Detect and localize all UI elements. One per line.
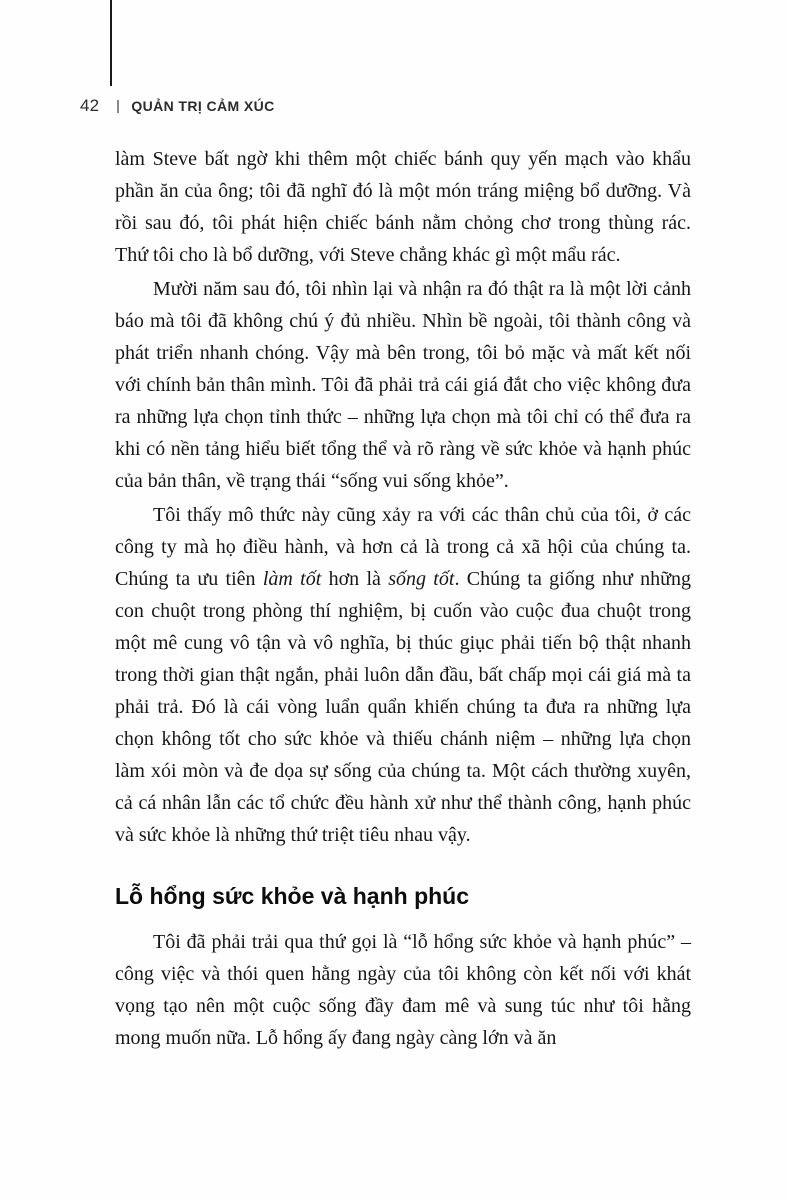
body-text: . Chúng ta giống như những con chuột trong phòng thí nghiệm, bị cuốn vào cuộc đua chuột trong một mê cung vô tận và vô nghĩa, bị thúc giục phải tiến bộ thật nhanh trong thời gian thật ngắn, phải luôn dẫn đầu, bất chấp mọi cái giá mà ta phải trả. Đó là cái vòng luẩn quẩn khiến chúng ta đưa ra những lựa chọn không tốt cho sức khỏe và thiếu chánh niệm – những lựa chọn làm xói mòn và đe dọa sự sống của chúng ta. Một cách thường xuyên, cả cá nhân lẫn các tổ chức đều hành xử như thể thành công, hạnh phúc và sức khỏe là những thứ triệt tiêu nhau vậy. xyxy=(115,568,691,846)
section-heading: Lỗ hổng sức khỏe và hạnh phúc xyxy=(115,883,470,909)
paragraph xyxy=(115,926,691,1054)
paragraph xyxy=(115,273,691,497)
emphasized-text: sống tốt xyxy=(388,568,455,590)
page-body xyxy=(115,143,691,1054)
body-text: hơn là xyxy=(321,568,389,590)
body-text: làm Steve bất ngờ khi thêm một chiếc bánh quy yến mạch vào khẩu phần ăn của ông; tôi đã nghĩ đó là một món tráng miệng bổ dưỡng. Và rồi sau đó, tôi phát hiện chiếc bánh nằm chỏng chơ trong thùng rác. Thứ tôi cho là bổ dưỡng, với Steve chẳng khác gì một mẩu rác. xyxy=(115,148,691,266)
body-text: Tôi thấy mô thức này cũng xảy ra với các thân chủ của tôi, ở các công ty mà họ điều hành, và hơn cả là trong cả xã hội của chúng ta. Chúng ta ưu tiên xyxy=(115,504,691,590)
page-number: 42 xyxy=(80,96,100,115)
running-title: QUẢN TRỊ CẢM XÚC xyxy=(131,98,275,114)
emphasized-text: làm tốt xyxy=(262,568,322,590)
body-text: Tôi đã phải trải qua thứ gọi là “lỗ hổng sức khỏe và hạnh phúc” – công việc và thói quen hằng ngày của tôi không còn kết nối với khát vọng tạo nên một cuộc sống đầy đam mê và sung túc như tôi hằng mong muốn nữa. Lỗ hổng ấy đang ngày càng lớn và ăn xyxy=(115,931,691,1049)
paragraph xyxy=(115,143,691,271)
top-margin-rule xyxy=(110,0,112,86)
running-header xyxy=(80,96,690,116)
paragraph xyxy=(115,499,691,851)
header-separator xyxy=(117,100,119,113)
body-text: Mười năm sau đó, tôi nhìn lại và nhận ra đó thật ra là một lời cảnh báo mà tôi đã không chú ý đủ nhiều. Nhìn bề ngoài, tôi thành công và phát triển nhanh chóng. Vậy mà bên trong, tôi bỏ mặc và mất kết nối với chính bản thân mình. Tôi đã phải trả cái giá đắt cho việc không đưa ra những lựa chọn tỉnh thức – những lựa chọn mà tôi chỉ có thể đưa ra khi có nền tảng hiểu biết tổng thể và rõ ràng về sức khỏe và hạnh phúc của bản thân, về trạng thái “sống vui sống khỏe”. xyxy=(115,278,691,492)
